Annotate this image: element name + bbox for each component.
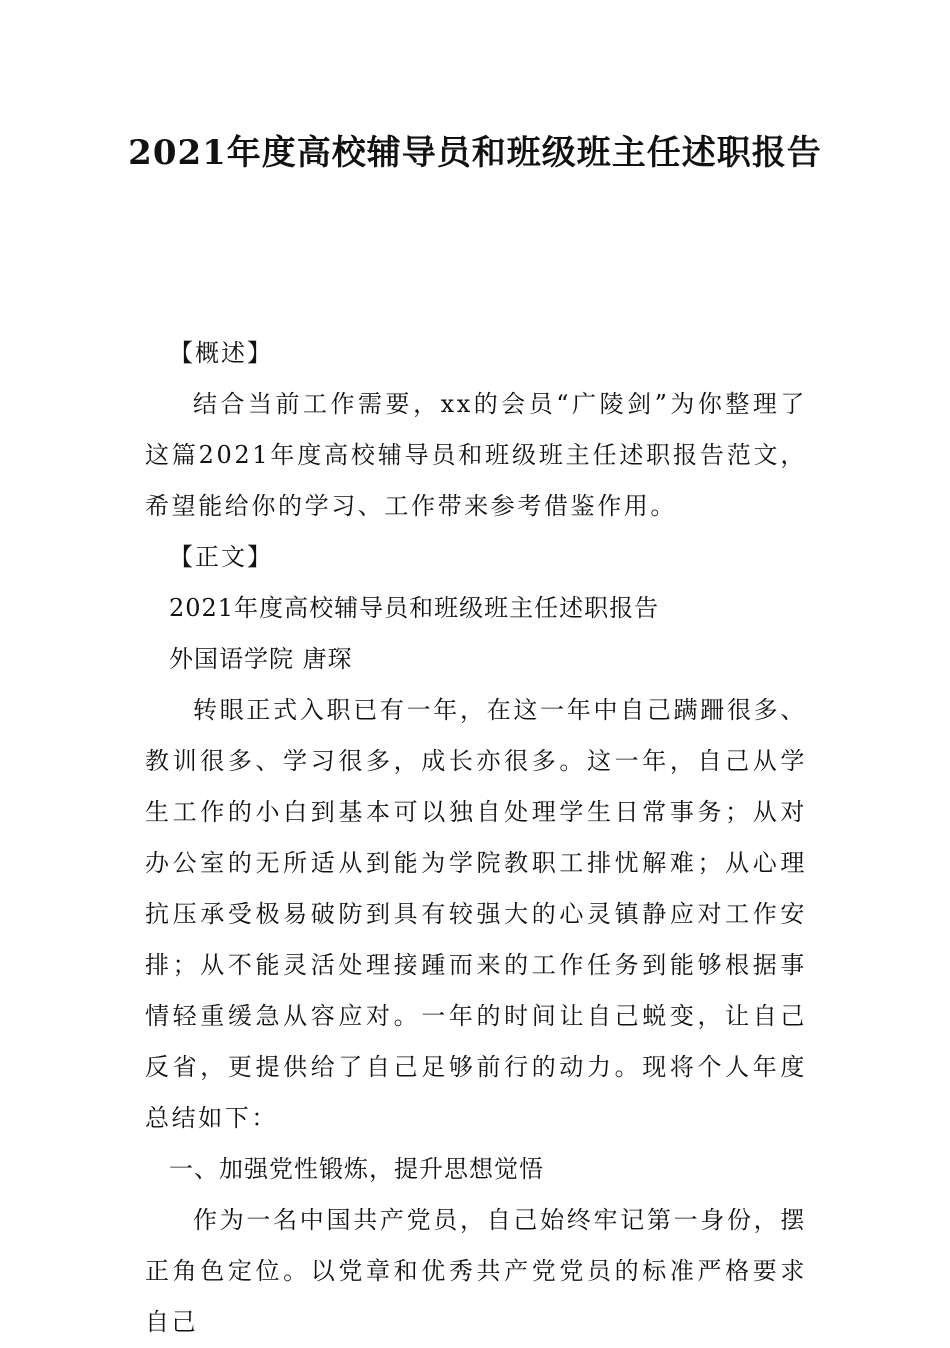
paragraph-1: 转眼正式入职已有一年，在这一年中自己蹒跚很多、教训很多、学习很多，成长亦很多。这一年，自己从学生工作的小白到基本可以独自处理学生日常事务；从对办公室的无所适从到能为学院教职工排忧解难；从心理抗压承受极易破防到具有较强大的心灵镇静应对工作安排；从不能灵活处理接踵而来的工作任务到能够根据事情轻重缓急从容应对。一年的时间让自己蜕变，让自己反省，更提供给了自己足够前行的动力。现将个人年度总结如下：: [145, 696, 807, 1132]
document-title: 2021年度高校辅导员和班级班主任述职报告: [128, 133, 822, 173]
body-title: 2021年度高校辅导员和班级班主任述职报告: [169, 594, 660, 622]
section-heading-1: 一、加强党性锻炼，提升思想觉悟: [169, 1155, 544, 1183]
paragraph-2: 作为一名中国共产党员，自己始终牢记第一身份，摆正角色定位。以党章和优秀共产党党员的标准严格要求自己: [145, 1206, 807, 1336]
summary-label: 【概述】: [169, 339, 273, 367]
summary-paragraph: 结合当前工作需要，xx的会员“广陵剑”为你整理了这篇2021年度高校辅导员和班级班主任述职报告范文，希望能给你的学习、工作带来参考借鉴作用。: [145, 390, 807, 520]
body-label: 【正文】: [169, 543, 273, 571]
author-line: 外国语学院 唐琛: [169, 645, 353, 673]
document-body: [145, 328, 807, 1348]
